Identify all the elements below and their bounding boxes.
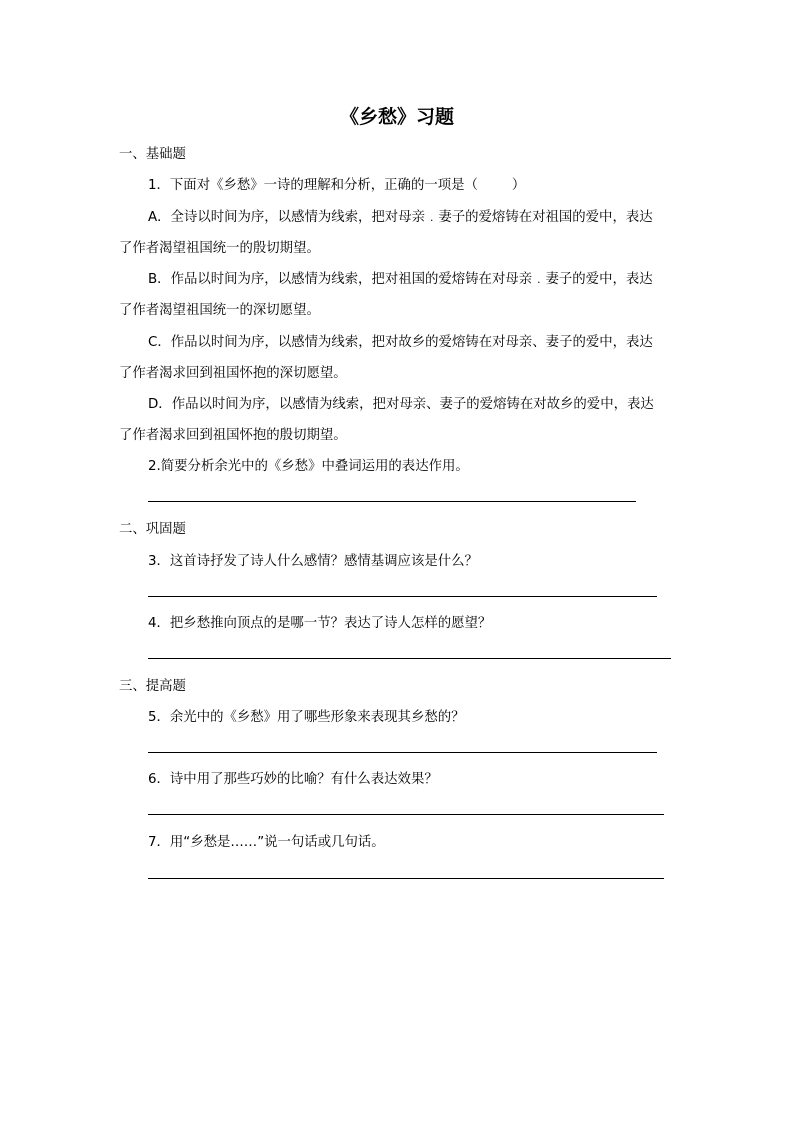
- option-d-line2: 了作者渴求回到祖国怀抱的殷切期望。: [119, 428, 347, 443]
- option-d-line1: D．作品以时间为序，以感情为线索，把对母亲、妻子的爱熔铸在对故乡的爱中，表达: [148, 397, 654, 412]
- question-1-stem: 1．下面对《乡愁》一诗的理解和分析，正确的一项是（: [148, 178, 478, 193]
- option-b-line2: 了作者渴望祖国统一的深切愿望。: [119, 303, 320, 318]
- question-6: 6．诗中用了那些巧妙的比喻？有什么表达效果？: [148, 772, 438, 787]
- option-b-line1: B．作品以时间为序，以感情为线索，把对祖国的爱熔铸在对母亲﹒妻子的爱中，表达: [148, 272, 653, 287]
- section-heading-basic: 一、基础题: [119, 147, 186, 162]
- option-a-line2: 了作者渴望祖国统一的殷切期望。: [119, 241, 320, 256]
- question-1: [148, 176, 525, 196]
- question-2: 2.简要分析余光中的《乡愁》中叠词运用的表达作用。: [148, 459, 469, 474]
- question-3: 3．这首诗抒发了诗人什么感情？感情基调应该是什么？: [148, 554, 478, 569]
- answer-line-q2: [148, 501, 636, 502]
- section-heading-advanced: 三、提高题: [119, 679, 186, 694]
- section-heading-consolidation: 二、巩固题: [119, 522, 186, 537]
- option-c-line2: 了作者渴求回到祖国怀抱的深切愿望。: [119, 366, 347, 381]
- answer-line-q6: [148, 814, 664, 815]
- answer-line-q4: [148, 658, 671, 659]
- answer-line-q3: [148, 596, 657, 597]
- question-1-stem-close: ）: [511, 178, 526, 193]
- question-7: 7．用“乡愁是……”说一句话或几句话。: [148, 835, 385, 850]
- answer-line-q7: [148, 878, 664, 879]
- page-title: 《乡愁》习题: [339, 106, 454, 128]
- answer-line-q5: [148, 752, 657, 753]
- question-4: 4．把乡愁推向顶点的是哪一节？表达了诗人怎样的愿望？: [148, 616, 492, 631]
- question-5: 5．余光中的《乡愁》用了哪些形象来表现其乡愁的？: [148, 710, 465, 725]
- option-a-line1: A．全诗以时间为序，以感情为线索，把对母亲﹒妻子的爱熔铸在对祖国的爱中，表达: [148, 210, 653, 225]
- option-c-line1: C．作品以时间为序，以感情为线索，把对故乡的爱熔铸在对母亲、妻子的爱中，表达: [148, 335, 653, 350]
